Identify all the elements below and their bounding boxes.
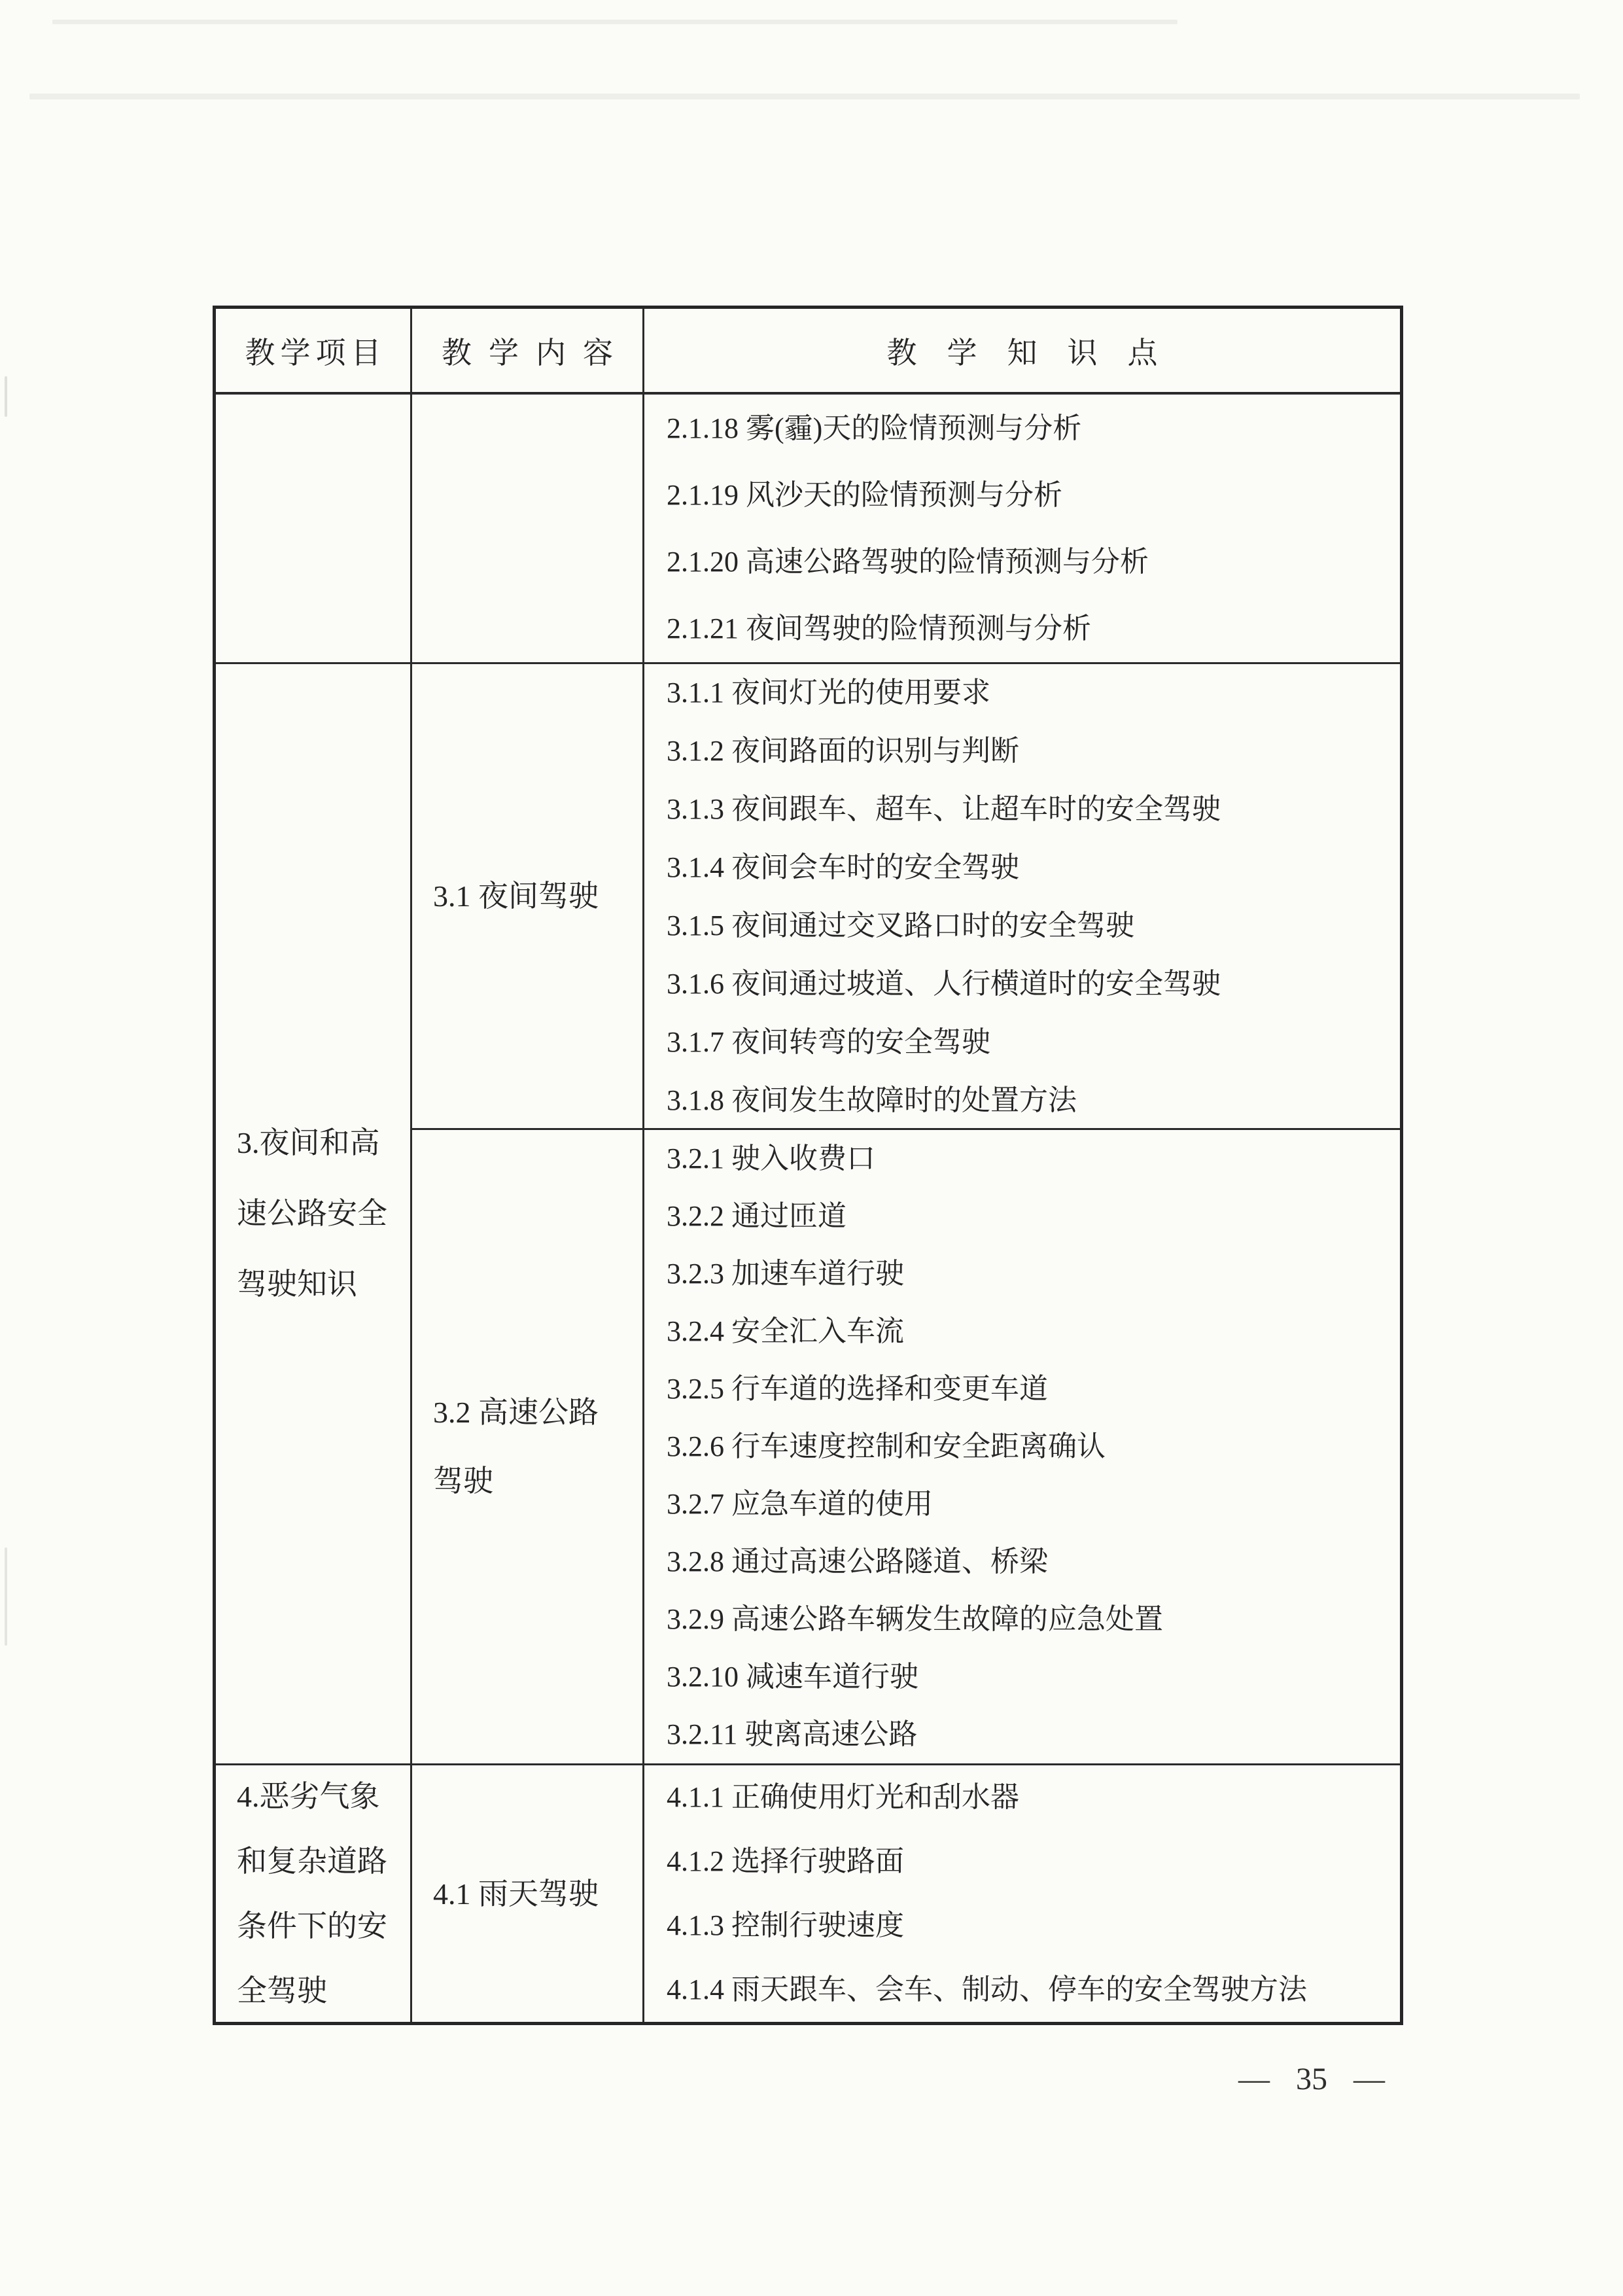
- knowledge-point: 3.1.3 夜间跟车、超车、让超车时的安全驾驶: [667, 792, 1221, 825]
- project-text-line: 全驾驶: [237, 1974, 327, 2007]
- project-text-line: 驾驶知识: [237, 1267, 357, 1301]
- knowledge-point: 3.2.2 通过匝道: [667, 1200, 846, 1232]
- knowledge-points-4-1: [644, 1765, 1400, 2022]
- knowledge-point: 3.1.2 夜间路面的识别与判断: [667, 734, 1019, 767]
- knowledge-point: 4.1.4 雨天跟车、会车、制动、停车的安全驾驶方法: [667, 1973, 1307, 2005]
- knowledge-point: 3.2.1 驶入收费口: [667, 1142, 875, 1174]
- content-cell-4-1-rain-driving: [412, 1765, 644, 2022]
- knowledge-point: 3.2.5 行车道的选择和变更车道: [667, 1373, 1048, 1405]
- header-cell-teaching-project: 教学项目: [216, 309, 412, 395]
- knowledge-point: 3.2.9 高速公路车辆发生故障的应急处置: [667, 1603, 1163, 1635]
- knowledge-point: 3.2.3 加速车道行驶: [667, 1258, 904, 1290]
- content-text-line: 4.1 雨天驾驶: [433, 1877, 599, 1911]
- knowledge-point: 4.1.3 控制行驶速度: [667, 1909, 904, 1941]
- knowledge-point: 3.1.4 夜间会车时的安全驾驶: [667, 851, 1019, 883]
- empty-content-cell: [412, 395, 644, 664]
- project-text-line: 和复杂道路: [237, 1845, 387, 1878]
- project-text-line: 条件下的安: [237, 1909, 387, 1943]
- project-cell-3-night-highway: [216, 664, 412, 1765]
- knowledge-point: 3.1.6 夜间通过坡道、人行横道时的安全驾驶: [667, 967, 1221, 1000]
- scan-artifact-left-tick: [5, 376, 7, 417]
- knowledge-point: 3.2.4 安全汇入车流: [667, 1315, 904, 1347]
- knowledge-point: 2.1.19 风沙天的险情预测与分析: [667, 478, 1062, 511]
- project-text-line: 4.恶劣气象: [237, 1780, 380, 1813]
- knowledge-point: 3.2.6 行车速度控制和安全距离确认: [667, 1430, 1106, 1462]
- knowledge-point: 4.1.1 正确使用灯光和刮水器: [667, 1781, 1019, 1813]
- empty-project-cell: [216, 395, 412, 664]
- knowledge-point: 4.1.2 选择行驶路面: [667, 1845, 904, 1877]
- knowledge-point: 2.1.21 夜间驾驶的险情预测与分析: [667, 612, 1091, 645]
- page-number: — 35 —: [1238, 2062, 1385, 2096]
- knowledge-points-3-1: [644, 664, 1400, 1130]
- knowledge-point: 3.2.10 减速车道行驶: [667, 1661, 918, 1693]
- content-cell-3-1-night-driving: [412, 664, 644, 1130]
- knowledge-point: 2.1.18 雾(霾)天的险情预测与分析: [667, 412, 1082, 444]
- project-text-line: 速公路安全: [237, 1197, 387, 1230]
- knowledge-point: 3.2.7 应急车道的使用: [667, 1488, 933, 1520]
- content-cell-3-2-highway-driving: [412, 1130, 644, 1765]
- header-cell-teaching-content: 教学内容: [412, 309, 644, 395]
- content-text-line: 3.1 夜间驾驶: [433, 879, 599, 913]
- knowledge-points-2-1: [644, 395, 1400, 664]
- scan-artifact-top-streak: [52, 20, 1178, 24]
- scan-artifact-left-tick-2: [5, 1547, 7, 1646]
- knowledge-point: 3.1.1 夜间灯光的使用要求: [667, 676, 990, 709]
- knowledge-points-3-2: [644, 1130, 1400, 1765]
- knowledge-point: 3.2.8 通过高速公路隧道、桥梁: [667, 1545, 1048, 1578]
- project-text-line: 3.夜间和高: [237, 1126, 380, 1159]
- teaching-syllabus-table: [213, 306, 1403, 2025]
- header-cell-teaching-knowledge-points: 教学知识点: [644, 309, 1400, 395]
- knowledge-point: 3.2.11 驶离高速公路: [667, 1718, 918, 1750]
- knowledge-point: 2.1.20 高速公路驾驶的险情预测与分析: [667, 545, 1149, 578]
- knowledge-point: 3.1.8 夜间发生故障时的处置方法: [667, 1084, 1077, 1116]
- content-text-line: 3.2 高速公路: [433, 1396, 599, 1429]
- content-text-line: 驾驶: [433, 1464, 493, 1498]
- scan-artifact-top-streak-2: [29, 94, 1580, 99]
- knowledge-point: 3.1.5 夜间通过交叉路口时的安全驾驶: [667, 909, 1134, 942]
- project-cell-4-bad-weather: [216, 1765, 412, 2022]
- knowledge-point: 3.1.7 夜间转弯的安全驾驶: [667, 1025, 990, 1058]
